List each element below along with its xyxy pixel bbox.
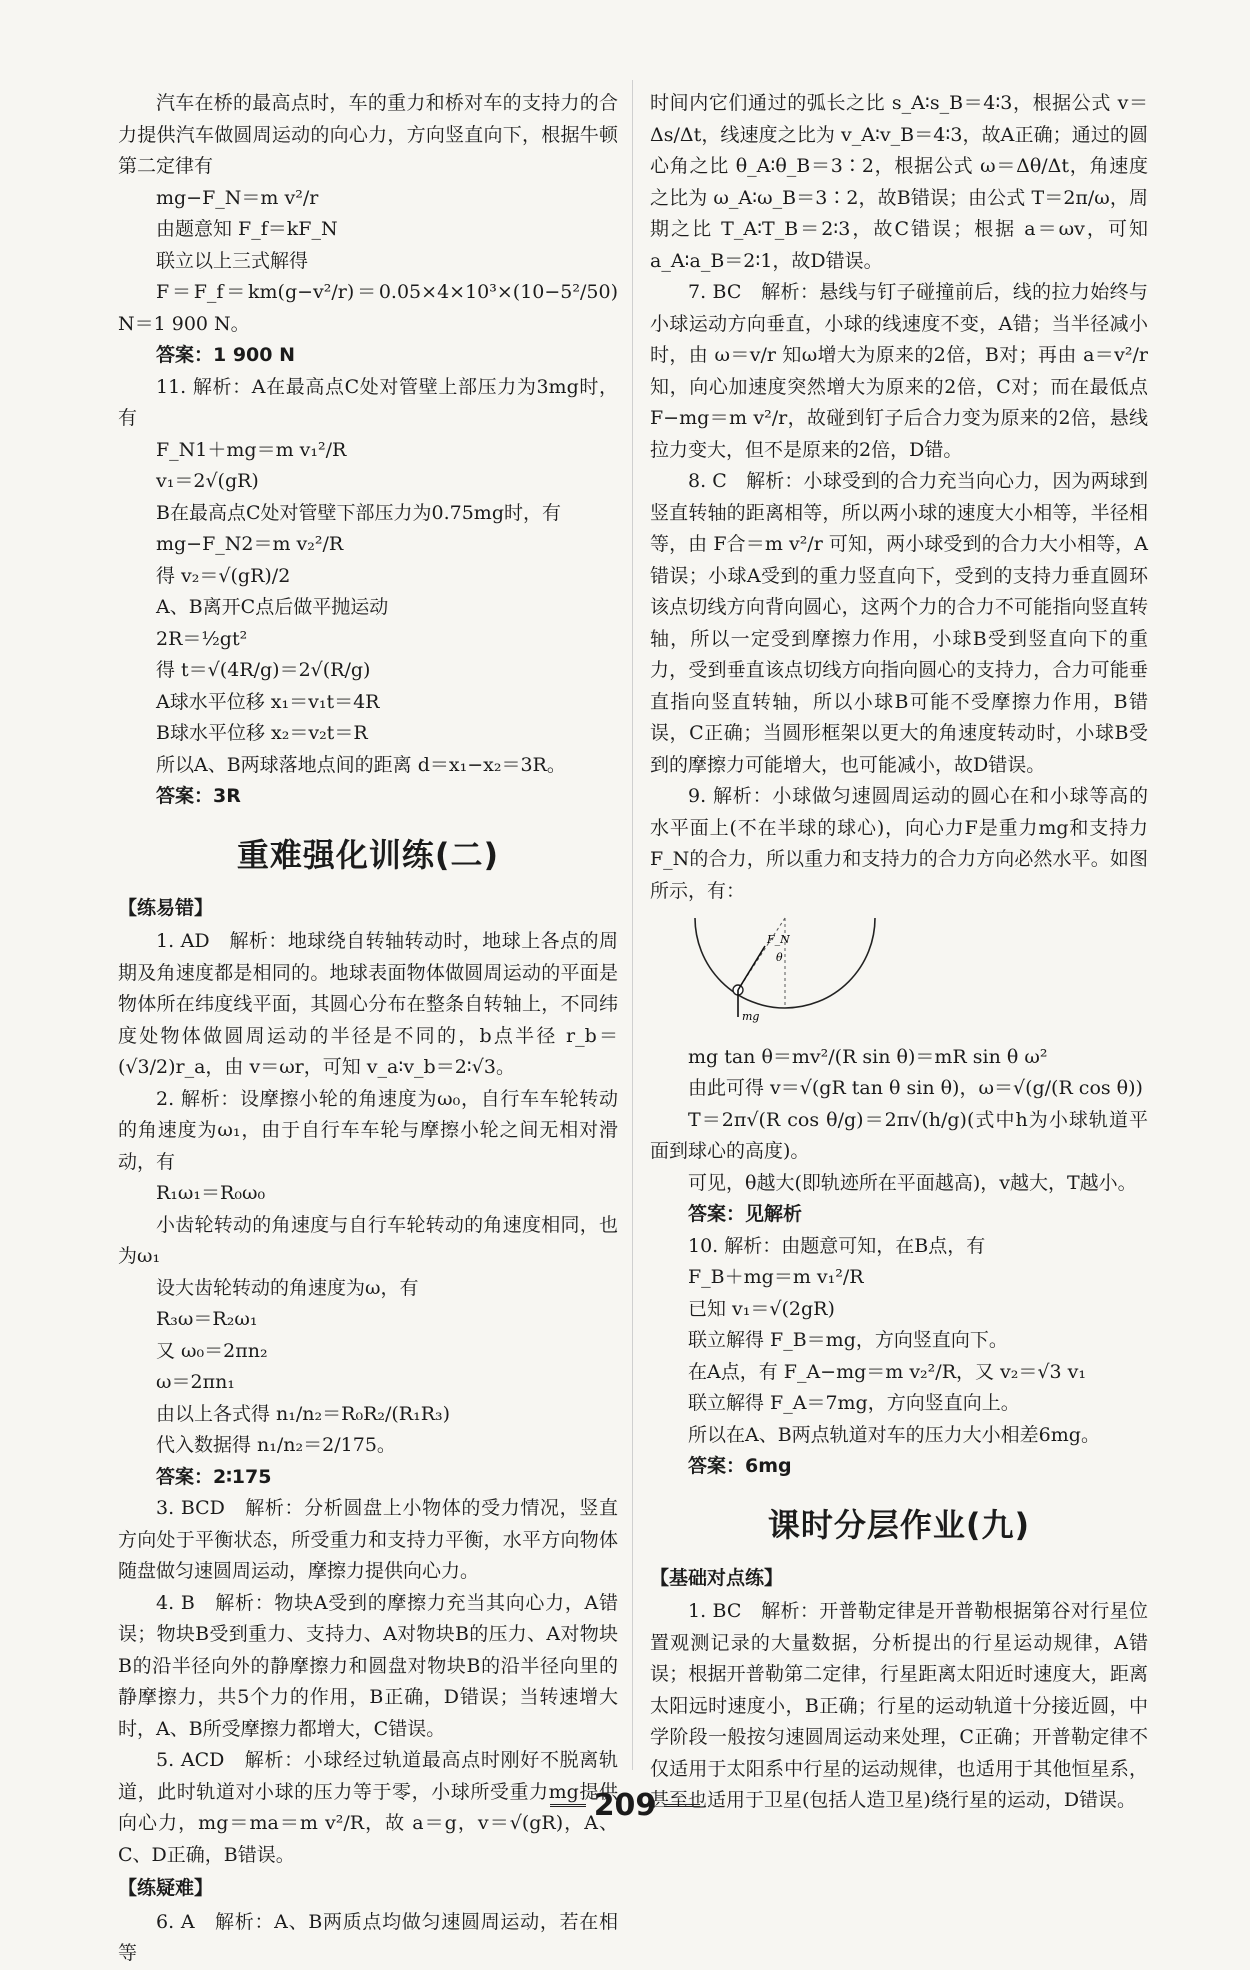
paragraph: 小齿轮转动的角速度与自行车轮转动的角速度相同，也为ω₁ (118, 1213, 618, 1267)
page-number-rule-left (550, 1804, 586, 1810)
column-divider (632, 80, 633, 1770)
label-theta: θ (776, 951, 783, 964)
question-11: 11. 解析：A在最高点C处对管壁上部压力为3mg时，有 (118, 375, 618, 429)
formula: 已知 v₁＝√(2gR) (688, 1297, 835, 1320)
right-column (650, 88, 1148, 1817)
formula: 代入数据得 n₁/n₂＝2/175。 (156, 1434, 396, 1456)
formula: 得 t＝√(4R/g)＝2√(R/g) (156, 659, 371, 681)
paragraph: 可见，θ越大(即轨迹所在平面越高)，v越大，T越小。 (688, 1171, 1137, 1194)
paragraph: 所以在A、B两点轨道对车的压力大小相差6mg。 (688, 1423, 1100, 1446)
formula: 由此可得 v＝√(gR tan θ sin θ)，ω＝√(g/(R cos θ)) (688, 1077, 1143, 1099)
question-r1: 1. BC 解析：开普勒定律是开普勒根据第谷对行星位置观测记录的大量数据，分析提出的行星运动规律，A错误；根据开普勒第二定律，行星距离太阳近时速度大，距离太阳远时速度小，B正确；行星的运动轨道十分接近圆，中学阶段一般按匀速圆周运动来处理，C正确；开普勒定律不仅适用于太阳系中行星的运动规律，也适用于其他恒星系，甚至也适用于卫星(包括人造卫星)绕行星的运动，D错误。 (650, 1600, 1148, 1811)
formula: 联立解得 F_A＝7mg，方向竖直向上。 (688, 1392, 1020, 1414)
section-heading: 重难强化训练(二) (236, 835, 500, 874)
formula: 得 v₂＝√(gR)/2 (156, 564, 291, 587)
question-9: 9. 解析：小球做匀速圆周运动的圆心在和小球等高的水平面上(不在半球的球心)，向心力F是重力mg和支持力F_N的合力，所以重力和支持力的合力方向必然水平。如图所示，有： (650, 785, 1148, 902)
formula: 2R＝½gt² (156, 627, 248, 650)
paragraph: 设大齿轮转动的角速度为ω，有 (156, 1276, 419, 1299)
question-6: 6. A 解析：A、B两质点均做匀速圆周运动，若在相等 (118, 1910, 618, 1964)
formula: v₁＝2√(gR) (156, 470, 259, 492)
question-3: 3. BCD 解析：分析圆盘上小物体的受力情况，竖直方向处于平衡状态，所受重力和支持力平衡，水平方向物体随盘做匀速圆周运动，摩擦力提供向心力。 (118, 1497, 618, 1582)
paragraph: A球水平位移 x₁＝v₁t＝4R (156, 690, 380, 713)
answer: 答案：1 900 N (156, 344, 296, 366)
page-number-text: 209 (593, 1788, 657, 1823)
formula: 在A点，有 F_A−mg＝m v₂²/R，又 v₂＝√3 v₁ (688, 1360, 1086, 1383)
question-1: 1. AD 解析：地球绕自转轴转动时，地球上各点的周期及角速度都是相同的。地球表面物体做圆周运动的平面是物体所在纬度线平面，其圆心分布在整条自转轴上，不同纬度处物体做圆周运动的半径是不同的，b点半径 r_b＝(√3/2)r_a，由 v＝ωr，可知 v_a∶v_b＝2∶√3。 (118, 930, 618, 1078)
question-10: 10. 解析：由题意可知，在B点，有 (688, 1234, 986, 1257)
subsection-label: 【练疑难】 (118, 1877, 214, 1899)
question-4: 4. B 解析：物块A受到的摩擦力充当其向心力，A错误；物块B受到重力、支持力、A对物块B的压力、A对物块B的沿半径向外的静摩擦力和圆盘对物块B的沿半径向里的静摩擦力，共5个力的作用，B正确，D错误；当转速增大时，A、B所受摩擦力都增大，C错误。 (118, 1591, 618, 1740)
formula: mg−F_N2＝m v₂²/R (156, 533, 344, 555)
hemisphere-diagram (690, 913, 880, 1023)
formula: mg−F_N＝m v²/r (156, 186, 319, 209)
formula: 联立以上三式解得 (156, 249, 309, 272)
question-2: 2. 解析：设摩擦小轮的角速度为ω₀，自行车车轮转动的角速度为ω₁，由于自行车车轮与摩擦小轮之间无相对滑动，有 (118, 1087, 618, 1173)
answer: 答案：2∶175 (156, 1465, 272, 1488)
formula: F＝F_f＝km(g−v²/r)＝0.05×4×10³×(10−5²/50) N＝1 900 N。 (118, 281, 618, 335)
paragraph: A、B离开C点后做平抛运动 (156, 596, 389, 618)
question-6-continued: 时间内它们通过的弧长之比 s_A∶s_B＝4∶3，根据公式 v＝Δs/Δt，线速度之比为 v_A∶v_B＝4∶3，故A正确；通过的圆心角之比 θ_A∶θ_B＝3∶2，根据公式 ω＝Δθ/Δt，角速度之比为 ω_A∶ω_B＝3∶2，故B错误；由公式 T＝2π/ω，周期之比 T_A∶T_B＝2∶3，故C错误；根据 a＝ωv，可知 a_A∶a_B＝2∶1，故D错误。 (650, 92, 1148, 272)
question-5: 5. ACD 解析：小球经过轨道最高点时刚好不脱离轨道，此时轨道对小球的压力等于零，小球所受重力mg提供向心力，mg＝ma＝m v²/R，故 a＝g，v＝√(gR)，A、C、D正确，B错误。 (118, 1749, 618, 1866)
formula: 由以上各式得 n₁/n₂＝R₀R₂/(R₁R₃) (156, 1402, 451, 1425)
page-number (0, 1788, 1250, 1823)
question-8: 8. C 解析：小球受到的合力充当向心力，因为两球到竖直转轴的距离相等，所以两小球的速度大小相等，半径相等，由 F合＝m v²/r 可知，两小球受到的合力大小相等，A错误；小球A受到的重力竖直向下，受到的支持力垂直圆环该点切线方向背向圆心，这两个力的合力不可能指向竖直转轴，所以一定受到摩擦力作用，小球B受到竖直向下的重力，受到垂直该点切线方向指向圆心的支持力，合力可能垂直指向竖直转轴，所以小球B可能不受摩擦力作用，B错误，C正确；当圆形框架以更大的角速度转动时，小球B受到的摩擦力可能增大，也可能减小，故D错误。 (650, 470, 1148, 776)
paragraph: 所以A、B两球落地点间的距离 d＝x₁−x₂＝3R。 (156, 753, 566, 776)
formula: 联立解得 F_B＝mg，方向竖直向下。 (688, 1329, 1008, 1351)
answer: 答案：见解析 (688, 1203, 803, 1225)
formula: 又 ω₀＝2πn₂ (156, 1339, 268, 1362)
label-fn: F_N (767, 933, 790, 946)
answer: 答案：6mg (688, 1455, 792, 1477)
question-7: 7. BC 解析：悬线与钉子碰撞前后，线的拉力始终与小球运动方向垂直，小球的线速度不变，A错；当半径减小时，由 ω＝v/r 知ω增大为原来的2倍，B对；再由 a＝v²/r 知，向心加速度突然增大为原来的2倍，C对；而在最低点 F−mg＝m v²/r，故碰到钉子后合力变为原来的2倍，悬线拉力变大，但不是原来的2倍，D错。 (650, 281, 1148, 461)
left-column (118, 88, 618, 1970)
formula: F_N1＋mg＝m v₁²/R (156, 438, 347, 461)
page-number-rule-right (664, 1804, 700, 1810)
formula: F_B＋mg＝m v₁²/R (688, 1266, 864, 1288)
formula: R₃ω＝R₂ω₁ (156, 1308, 258, 1330)
paragraph: 汽车在桥的最高点时，车的重力和桥对车的支持力的合力提供汽车做圆周运动的向心力，方向竖直向下，根据牛顿第二定律有 (118, 92, 618, 177)
answer: 答案：3R (156, 785, 241, 807)
formula: mg tan θ＝mv²/(R sin θ)＝mR sin θ ω² (688, 1045, 1048, 1068)
formula: 由题意知 F_f＝kF_N (156, 218, 338, 240)
section-heading: 课时分层作业(九) (767, 1505, 1031, 1544)
label-mg: mg (742, 1010, 760, 1023)
hemisphere-figure (690, 913, 1148, 1034)
subsection-label: 【基础对点练】 (650, 1566, 784, 1589)
paragraph: B在最高点C处对管壁下部压力为0.75mg时，有 (156, 501, 561, 524)
formula: T＝2π√(R cos θ/g)＝2π√(h/g)(式中h为小球轨道平面到球心的高度)。 (650, 1108, 1148, 1162)
formula: R₁ω₁＝R₀ω₀ (156, 1182, 266, 1204)
subsection-label: 【练易错】 (118, 896, 214, 919)
paragraph: B球水平位移 x₂＝v₂t＝R (156, 722, 368, 744)
normal-force-arrow (738, 946, 765, 990)
formula: ω＝2πn₁ (156, 1371, 235, 1393)
